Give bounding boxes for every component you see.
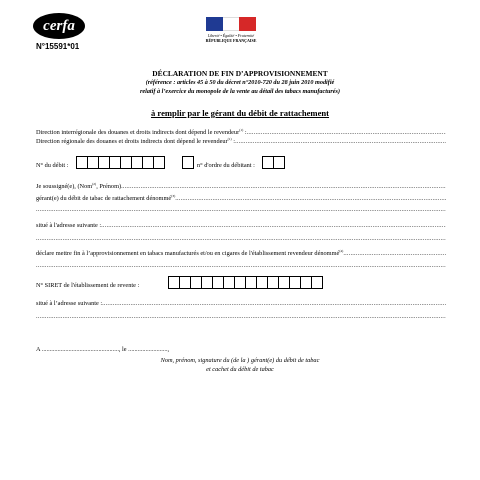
- place-date-line[interactable]: A ................................................., le .........................,: [36, 346, 170, 353]
- field-direction-regionale[interactable]: [36, 137, 446, 145]
- num-ordre-label: n° d'ordre du débitant :: [197, 162, 255, 169]
- field-soussigne[interactable]: [36, 182, 446, 190]
- num-debit-boxes-2[interactable]: [182, 156, 193, 169]
- subtitle-text: à remplir par le gérant du débit de rattachement: [150, 108, 330, 118]
- field-gerant[interactable]: [36, 194, 446, 202]
- field-situe[interactable]: [36, 222, 446, 229]
- republique-motto: Liberté • Égalité • Fraternité: [207, 33, 255, 38]
- republique-francaise-logo: [205, 17, 257, 43]
- field-direction-interregionale[interactable]: [36, 128, 446, 136]
- soussigne-label: Je soussigné(e), (Nom$^{(2)}$, Prénom): [36, 182, 122, 191]
- siret-label: N° SIRET de l'établissement de revente :: [36, 282, 140, 289]
- gerant-label: gérant(e) du débit de tabac de rattachement dénommé$^{(3)}$: [36, 194, 176, 203]
- declare-dots[interactable]: [343, 250, 446, 257]
- situe-2-label: situé à l’adresse suivante :: [36, 300, 103, 307]
- num-debit-box[interactable]: [153, 156, 165, 169]
- direction-regionale-dots[interactable]: [235, 138, 446, 145]
- field-situe-2[interactable]: [36, 300, 446, 307]
- declare-label: déclare mettre fin à l’approvisionnement en tabacs manufacturés et/ou en cigares de l'établissement revendeur dénommé$^{(4)}$: [36, 249, 344, 258]
- num-ordre-boxes[interactable]: [262, 156, 284, 169]
- signature-line-1: Nom, prénom, signature du (de la ) gérant(e) du débit de tabac: [160, 357, 320, 364]
- direction-regionale-label: Direction régionale des douanes et droits indirects dont dépend le revendeur$^{(1)}$ :: [36, 137, 236, 146]
- num-debit-box[interactable]: [182, 156, 194, 169]
- direction-interregionale-dots[interactable]: [247, 129, 446, 136]
- num-debit-label: N° du débit :: [36, 162, 69, 169]
- cerfa-logo: cerfa: [33, 13, 85, 39]
- num-ordre-box[interactable]: [273, 156, 285, 169]
- gerant-continuation-dots[interactable]: [36, 206, 446, 213]
- cerfa-number: N°15591*01: [36, 42, 80, 51]
- french-flag-icon: [206, 17, 256, 31]
- num-debit-boxes[interactable]: [76, 156, 164, 169]
- soussigne-dots[interactable]: [121, 183, 446, 190]
- flag-red: [239, 17, 256, 31]
- field-declare[interactable]: [36, 249, 446, 257]
- situe-2-dots[interactable]: [102, 300, 446, 307]
- signature-line-2: et cachet du débit de tabac: [206, 366, 274, 373]
- flag-white: [223, 17, 240, 31]
- situe-2-continuation-dots[interactable]: [36, 313, 446, 320]
- subtitle: [0, 108, 480, 118]
- situe-continuation-dots[interactable]: [36, 235, 446, 242]
- reference-line-1: (référence : articles 45 à 50 du décret n°2010-720 du 28 juin 2010 modifié: [145, 79, 335, 86]
- situe-dots[interactable]: [101, 222, 446, 229]
- siret-box[interactable]: [311, 276, 323, 289]
- gerant-dots[interactable]: [175, 195, 446, 202]
- reference-line-2: relatif à l’exercice du monopole de la vente au détail des tabacs manufacturés): [139, 88, 341, 95]
- direction-interregionale-label: Direction interrégionale des douanes et droits indirects dont dépend le revendeur$^{(1)}$ :: [36, 128, 247, 137]
- republique-name: RÉPUBLIQUE FRANÇAISE: [205, 38, 257, 43]
- declare-continuation-dots[interactable]: [36, 262, 446, 269]
- situe-label: situé à l'adresse suivante :: [36, 222, 102, 229]
- flag-blue: [206, 17, 223, 31]
- document-title: DÉCLARATION DE FIN D’APPROVISIONNEMENT: [152, 69, 328, 78]
- siret-boxes[interactable]: [168, 276, 322, 289]
